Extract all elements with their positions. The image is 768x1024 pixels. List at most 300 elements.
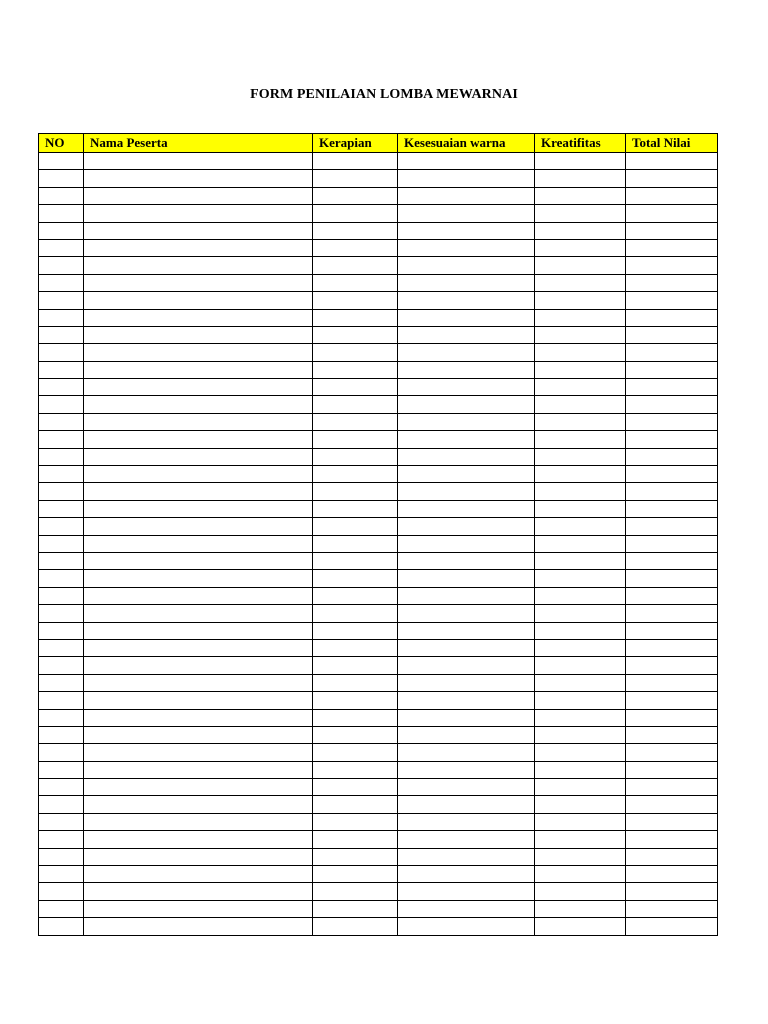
- cell-kerapian: [313, 796, 398, 813]
- cell-no: [39, 813, 84, 830]
- cell-kreatifitas: [535, 918, 626, 935]
- cell-no: [39, 326, 84, 343]
- cell-nama-peserta: [84, 813, 313, 830]
- cell-no: [39, 518, 84, 535]
- cell-kerapian: [313, 413, 398, 430]
- cell-kerapian: [313, 309, 398, 326]
- table-row: [39, 726, 718, 743]
- cell-kesesuaian-warna: [398, 900, 535, 917]
- cell-kesesuaian-warna: [398, 587, 535, 604]
- cell-kesesuaian-warna: [398, 744, 535, 761]
- cell-kesesuaian-warna: [398, 674, 535, 691]
- cell-nama-peserta: [84, 796, 313, 813]
- cell-no: [39, 709, 84, 726]
- table-row: [39, 639, 718, 656]
- table-row: [39, 552, 718, 569]
- cell-kesesuaian-warna: [398, 866, 535, 883]
- cell-total-nilai: [626, 709, 718, 726]
- table-row: [39, 918, 718, 935]
- cell-kreatifitas: [535, 379, 626, 396]
- cell-no: [39, 605, 84, 622]
- cell-kerapian: [313, 692, 398, 709]
- table-row: [39, 657, 718, 674]
- cell-kerapian: [313, 709, 398, 726]
- cell-no: [39, 466, 84, 483]
- cell-total-nilai: [626, 326, 718, 343]
- cell-kerapian: [313, 726, 398, 743]
- table-row: [39, 274, 718, 291]
- cell-total-nilai: [626, 518, 718, 535]
- cell-kerapian: [313, 831, 398, 848]
- cell-no: [39, 500, 84, 517]
- table-row: [39, 361, 718, 378]
- cell-kerapian: [313, 361, 398, 378]
- table-row: [39, 605, 718, 622]
- cell-nama-peserta: [84, 466, 313, 483]
- cell-kreatifitas: [535, 552, 626, 569]
- cell-nama-peserta: [84, 622, 313, 639]
- header-no: NO: [39, 134, 84, 153]
- table-row: [39, 761, 718, 778]
- cell-kesesuaian-warna: [398, 187, 535, 204]
- cell-kerapian: [313, 848, 398, 865]
- cell-nama-peserta: [84, 674, 313, 691]
- cell-nama-peserta: [84, 639, 313, 656]
- cell-kreatifitas: [535, 657, 626, 674]
- cell-kreatifitas: [535, 744, 626, 761]
- table-row: [39, 674, 718, 691]
- cell-kerapian: [313, 187, 398, 204]
- cell-total-nilai: [626, 431, 718, 448]
- cell-kesesuaian-warna: [398, 796, 535, 813]
- cell-kesesuaian-warna: [398, 552, 535, 569]
- cell-kerapian: [313, 292, 398, 309]
- cell-no: [39, 257, 84, 274]
- cell-kesesuaian-warna: [398, 848, 535, 865]
- cell-total-nilai: [626, 309, 718, 326]
- cell-total-nilai: [626, 761, 718, 778]
- cell-nama-peserta: [84, 779, 313, 796]
- table-row: [39, 396, 718, 413]
- cell-nama-peserta: [84, 187, 313, 204]
- cell-nama-peserta: [84, 344, 313, 361]
- cell-kreatifitas: [535, 170, 626, 187]
- cell-kesesuaian-warna: [398, 657, 535, 674]
- cell-nama-peserta: [84, 918, 313, 935]
- cell-nama-peserta: [84, 570, 313, 587]
- cell-total-nilai: [626, 153, 718, 170]
- cell-kreatifitas: [535, 535, 626, 552]
- table-row: [39, 170, 718, 187]
- cell-no: [39, 309, 84, 326]
- cell-kreatifitas: [535, 587, 626, 604]
- cell-kerapian: [313, 466, 398, 483]
- cell-kerapian: [313, 205, 398, 222]
- cell-total-nilai: [626, 274, 718, 291]
- cell-nama-peserta: [84, 274, 313, 291]
- cell-total-nilai: [626, 396, 718, 413]
- table-row: [39, 813, 718, 830]
- cell-kerapian: [313, 744, 398, 761]
- cell-no: [39, 153, 84, 170]
- cell-total-nilai: [626, 813, 718, 830]
- cell-no: [39, 848, 84, 865]
- table-row: [39, 222, 718, 239]
- cell-nama-peserta: [84, 257, 313, 274]
- cell-total-nilai: [626, 831, 718, 848]
- cell-kerapian: [313, 622, 398, 639]
- cell-nama-peserta: [84, 448, 313, 465]
- cell-kreatifitas: [535, 779, 626, 796]
- cell-nama-peserta: [84, 883, 313, 900]
- table-row: [39, 466, 718, 483]
- cell-kesesuaian-warna: [398, 500, 535, 517]
- cell-kreatifitas: [535, 796, 626, 813]
- cell-kreatifitas: [535, 326, 626, 343]
- cell-nama-peserta: [84, 518, 313, 535]
- cell-kreatifitas: [535, 431, 626, 448]
- cell-total-nilai: [626, 257, 718, 274]
- cell-nama-peserta: [84, 483, 313, 500]
- cell-total-nilai: [626, 239, 718, 256]
- cell-kreatifitas: [535, 866, 626, 883]
- cell-kreatifitas: [535, 396, 626, 413]
- table-row: [39, 153, 718, 170]
- cell-no: [39, 535, 84, 552]
- cell-kreatifitas: [535, 848, 626, 865]
- cell-kreatifitas: [535, 900, 626, 917]
- cell-no: [39, 379, 84, 396]
- cell-no: [39, 431, 84, 448]
- cell-nama-peserta: [84, 222, 313, 239]
- cell-nama-peserta: [84, 361, 313, 378]
- cell-kreatifitas: [535, 709, 626, 726]
- cell-nama-peserta: [84, 431, 313, 448]
- cell-total-nilai: [626, 552, 718, 569]
- cell-nama-peserta: [84, 535, 313, 552]
- cell-no: [39, 483, 84, 500]
- cell-kesesuaian-warna: [398, 170, 535, 187]
- cell-no: [39, 657, 84, 674]
- table-row: [39, 518, 718, 535]
- cell-no: [39, 622, 84, 639]
- cell-kesesuaian-warna: [398, 344, 535, 361]
- cell-total-nilai: [626, 170, 718, 187]
- cell-kerapian: [313, 344, 398, 361]
- header-kerapian: Kerapian: [313, 134, 398, 153]
- cell-kreatifitas: [535, 500, 626, 517]
- cell-total-nilai: [626, 639, 718, 656]
- cell-kesesuaian-warna: [398, 692, 535, 709]
- cell-kreatifitas: [535, 831, 626, 848]
- cell-nama-peserta: [84, 692, 313, 709]
- cell-kerapian: [313, 552, 398, 569]
- cell-total-nilai: [626, 605, 718, 622]
- table-row: [39, 796, 718, 813]
- cell-kerapian: [313, 866, 398, 883]
- cell-nama-peserta: [84, 744, 313, 761]
- cell-no: [39, 866, 84, 883]
- cell-kreatifitas: [535, 605, 626, 622]
- cell-nama-peserta: [84, 726, 313, 743]
- cell-kerapian: [313, 674, 398, 691]
- cell-total-nilai: [626, 587, 718, 604]
- cell-total-nilai: [626, 779, 718, 796]
- cell-kreatifitas: [535, 622, 626, 639]
- cell-no: [39, 587, 84, 604]
- cell-kreatifitas: [535, 883, 626, 900]
- cell-kreatifitas: [535, 292, 626, 309]
- cell-no: [39, 396, 84, 413]
- cell-kreatifitas: [535, 153, 626, 170]
- cell-no: [39, 744, 84, 761]
- table-row: [39, 587, 718, 604]
- cell-kreatifitas: [535, 726, 626, 743]
- cell-kesesuaian-warna: [398, 535, 535, 552]
- cell-nama-peserta: [84, 413, 313, 430]
- cell-kerapian: [313, 170, 398, 187]
- cell-kerapian: [313, 326, 398, 343]
- cell-no: [39, 639, 84, 656]
- cell-no: [39, 570, 84, 587]
- header-kesesuaian-warna: Kesesuaian warna: [398, 134, 535, 153]
- cell-kerapian: [313, 396, 398, 413]
- cell-kreatifitas: [535, 344, 626, 361]
- cell-kreatifitas: [535, 692, 626, 709]
- cell-nama-peserta: [84, 153, 313, 170]
- cell-no: [39, 726, 84, 743]
- cell-nama-peserta: [84, 205, 313, 222]
- table-row: [39, 535, 718, 552]
- table-row: [39, 413, 718, 430]
- cell-kesesuaian-warna: [398, 431, 535, 448]
- cell-no: [39, 361, 84, 378]
- table-row: [39, 744, 718, 761]
- cell-nama-peserta: [84, 866, 313, 883]
- cell-kesesuaian-warna: [398, 483, 535, 500]
- table-body: [39, 153, 718, 936]
- cell-kesesuaian-warna: [398, 326, 535, 343]
- cell-total-nilai: [626, 726, 718, 743]
- cell-total-nilai: [626, 622, 718, 639]
- cell-kreatifitas: [535, 483, 626, 500]
- cell-total-nilai: [626, 657, 718, 674]
- cell-kerapian: [313, 222, 398, 239]
- cell-total-nilai: [626, 796, 718, 813]
- cell-kreatifitas: [535, 274, 626, 291]
- cell-nama-peserta: [84, 761, 313, 778]
- table-row: [39, 187, 718, 204]
- cell-no: [39, 222, 84, 239]
- cell-kreatifitas: [535, 518, 626, 535]
- table-row: [39, 309, 718, 326]
- cell-kerapian: [313, 605, 398, 622]
- cell-no: [39, 274, 84, 291]
- cell-kreatifitas: [535, 674, 626, 691]
- cell-no: [39, 170, 84, 187]
- cell-kerapian: [313, 918, 398, 935]
- cell-no: [39, 239, 84, 256]
- cell-no: [39, 344, 84, 361]
- cell-total-nilai: [626, 448, 718, 465]
- cell-kesesuaian-warna: [398, 709, 535, 726]
- cell-total-nilai: [626, 866, 718, 883]
- cell-kerapian: [313, 657, 398, 674]
- cell-kerapian: [313, 570, 398, 587]
- cell-total-nilai: [626, 900, 718, 917]
- header-row: [39, 134, 718, 153]
- cell-kerapian: [313, 900, 398, 917]
- table-row: [39, 326, 718, 343]
- cell-nama-peserta: [84, 900, 313, 917]
- cell-no: [39, 796, 84, 813]
- cell-kerapian: [313, 587, 398, 604]
- cell-kerapian: [313, 883, 398, 900]
- cell-kreatifitas: [535, 309, 626, 326]
- table-row: [39, 692, 718, 709]
- cell-kreatifitas: [535, 187, 626, 204]
- cell-total-nilai: [626, 222, 718, 239]
- cell-kerapian: [313, 448, 398, 465]
- cell-nama-peserta: [84, 379, 313, 396]
- cell-kreatifitas: [535, 813, 626, 830]
- table-row: [39, 239, 718, 256]
- cell-kesesuaian-warna: [398, 396, 535, 413]
- cell-kerapian: [313, 274, 398, 291]
- cell-kreatifitas: [535, 222, 626, 239]
- cell-no: [39, 448, 84, 465]
- cell-total-nilai: [626, 692, 718, 709]
- cell-kreatifitas: [535, 639, 626, 656]
- table-row: [39, 257, 718, 274]
- cell-nama-peserta: [84, 552, 313, 569]
- cell-kesesuaian-warna: [398, 448, 535, 465]
- cell-kerapian: [313, 779, 398, 796]
- table-row: [39, 500, 718, 517]
- cell-no: [39, 918, 84, 935]
- cell-kerapian: [313, 500, 398, 517]
- cell-no: [39, 552, 84, 569]
- cell-no: [39, 692, 84, 709]
- cell-kesesuaian-warna: [398, 222, 535, 239]
- cell-kesesuaian-warna: [398, 639, 535, 656]
- cell-nama-peserta: [84, 848, 313, 865]
- cell-nama-peserta: [84, 396, 313, 413]
- cell-no: [39, 831, 84, 848]
- cell-kesesuaian-warna: [398, 205, 535, 222]
- cell-no: [39, 761, 84, 778]
- cell-nama-peserta: [84, 831, 313, 848]
- cell-no: [39, 205, 84, 222]
- cell-no: [39, 883, 84, 900]
- cell-kesesuaian-warna: [398, 361, 535, 378]
- table-row: [39, 570, 718, 587]
- cell-no: [39, 187, 84, 204]
- cell-nama-peserta: [84, 605, 313, 622]
- cell-total-nilai: [626, 535, 718, 552]
- table-row: [39, 900, 718, 917]
- cell-kesesuaian-warna: [398, 605, 535, 622]
- cell-kesesuaian-warna: [398, 831, 535, 848]
- score-table: [38, 133, 718, 936]
- cell-kesesuaian-warna: [398, 761, 535, 778]
- cell-kesesuaian-warna: [398, 309, 535, 326]
- cell-kerapian: [313, 379, 398, 396]
- cell-kesesuaian-warna: [398, 292, 535, 309]
- cell-no: [39, 413, 84, 430]
- cell-kerapian: [313, 153, 398, 170]
- cell-no: [39, 292, 84, 309]
- cell-kerapian: [313, 483, 398, 500]
- cell-total-nilai: [626, 187, 718, 204]
- table-row: [39, 831, 718, 848]
- cell-kreatifitas: [535, 239, 626, 256]
- table-row: [39, 622, 718, 639]
- cell-total-nilai: [626, 570, 718, 587]
- cell-nama-peserta: [84, 657, 313, 674]
- cell-kesesuaian-warna: [398, 379, 535, 396]
- cell-total-nilai: [626, 413, 718, 430]
- cell-kreatifitas: [535, 570, 626, 587]
- cell-kreatifitas: [535, 466, 626, 483]
- cell-total-nilai: [626, 292, 718, 309]
- cell-kesesuaian-warna: [398, 883, 535, 900]
- cell-total-nilai: [626, 379, 718, 396]
- table-row: [39, 431, 718, 448]
- cell-kreatifitas: [535, 448, 626, 465]
- table-row: [39, 779, 718, 796]
- cell-total-nilai: [626, 466, 718, 483]
- cell-kesesuaian-warna: [398, 466, 535, 483]
- cell-nama-peserta: [84, 309, 313, 326]
- cell-total-nilai: [626, 205, 718, 222]
- cell-kesesuaian-warna: [398, 518, 535, 535]
- table-row: [39, 709, 718, 726]
- cell-kesesuaian-warna: [398, 274, 535, 291]
- cell-kesesuaian-warna: [398, 726, 535, 743]
- cell-nama-peserta: [84, 239, 313, 256]
- cell-kesesuaian-warna: [398, 918, 535, 935]
- cell-kreatifitas: [535, 761, 626, 778]
- cell-total-nilai: [626, 674, 718, 691]
- cell-kreatifitas: [535, 257, 626, 274]
- cell-nama-peserta: [84, 500, 313, 517]
- cell-total-nilai: [626, 744, 718, 761]
- cell-kesesuaian-warna: [398, 622, 535, 639]
- cell-kesesuaian-warna: [398, 813, 535, 830]
- cell-kerapian: [313, 518, 398, 535]
- cell-kesesuaian-warna: [398, 570, 535, 587]
- cell-kreatifitas: [535, 413, 626, 430]
- cell-kerapian: [313, 239, 398, 256]
- cell-total-nilai: [626, 500, 718, 517]
- cell-total-nilai: [626, 918, 718, 935]
- cell-kesesuaian-warna: [398, 239, 535, 256]
- table-row: [39, 866, 718, 883]
- header-total-nilai: Total Nilai: [626, 134, 718, 153]
- table-row: [39, 848, 718, 865]
- cell-nama-peserta: [84, 292, 313, 309]
- cell-kesesuaian-warna: [398, 153, 535, 170]
- cell-kerapian: [313, 431, 398, 448]
- cell-kerapian: [313, 639, 398, 656]
- cell-kerapian: [313, 257, 398, 274]
- cell-total-nilai: [626, 848, 718, 865]
- cell-total-nilai: [626, 361, 718, 378]
- cell-no: [39, 900, 84, 917]
- cell-total-nilai: [626, 483, 718, 500]
- header-nama-peserta: Nama Peserta: [84, 134, 313, 153]
